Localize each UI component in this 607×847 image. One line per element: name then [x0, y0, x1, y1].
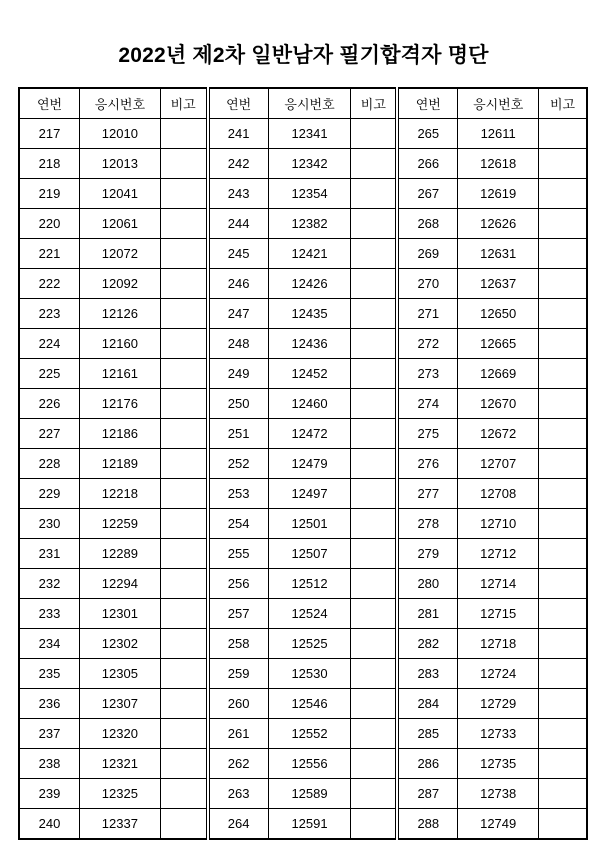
- serial-number-cell: 225: [19, 359, 80, 389]
- remarks-cell: [539, 749, 587, 779]
- serial-number-cell: 227: [19, 419, 80, 449]
- exam-number-cell: 12611: [458, 119, 539, 149]
- remarks-cell: [160, 239, 207, 269]
- remarks-cell: [351, 449, 397, 479]
- serial-number-cell: 278: [397, 509, 458, 539]
- table-row: [19, 629, 587, 659]
- remarks-cell: [160, 119, 207, 149]
- remarks-cell: [539, 179, 587, 209]
- remarks-cell: [351, 689, 397, 719]
- serial-number-cell: 261: [208, 719, 269, 749]
- serial-number-cell: 221: [19, 239, 80, 269]
- exam-number-cell: 12707: [458, 449, 539, 479]
- serial-number-cell: 262: [208, 749, 269, 779]
- exam-number-cell: 12325: [80, 779, 161, 809]
- serial-number-cell: 249: [208, 359, 269, 389]
- exam-number-cell: 12092: [80, 269, 161, 299]
- serial-number-cell: 269: [397, 239, 458, 269]
- exam-number-cell: 12718: [458, 629, 539, 659]
- exam-number-cell: 12724: [458, 659, 539, 689]
- serial-number-cell: 246: [208, 269, 269, 299]
- table-row: [19, 269, 587, 299]
- remarks-cell: [160, 359, 207, 389]
- exam-number-cell: 12452: [268, 359, 351, 389]
- header-exam-number: 응시번호: [458, 88, 539, 119]
- exam-number-cell: 12619: [458, 179, 539, 209]
- serial-number-cell: 233: [19, 599, 80, 629]
- exam-number-cell: 12013: [80, 149, 161, 179]
- serial-number-cell: 243: [208, 179, 269, 209]
- exam-number-cell: 12302: [80, 629, 161, 659]
- serial-number-cell: 226: [19, 389, 80, 419]
- table-row: [19, 809, 587, 840]
- exam-number-cell: 12715: [458, 599, 539, 629]
- remarks-cell: [160, 329, 207, 359]
- header-serial-number: 연번: [208, 88, 269, 119]
- exam-number-cell: 12670: [458, 389, 539, 419]
- table-row: [19, 449, 587, 479]
- header-exam-number: 응시번호: [80, 88, 161, 119]
- table-row: [19, 359, 587, 389]
- table-body: [19, 119, 587, 840]
- table-row: [19, 119, 587, 149]
- exam-number-cell: 12307: [80, 689, 161, 719]
- header-remarks: 비고: [351, 88, 397, 119]
- exam-number-cell: 12061: [80, 209, 161, 239]
- serial-number-cell: 220: [19, 209, 80, 239]
- remarks-cell: [160, 659, 207, 689]
- table-row: [19, 509, 587, 539]
- remarks-cell: [351, 389, 397, 419]
- serial-number-cell: 258: [208, 629, 269, 659]
- serial-number-cell: 283: [397, 659, 458, 689]
- exam-number-cell: 12320: [80, 719, 161, 749]
- serial-number-cell: 274: [397, 389, 458, 419]
- exam-number-cell: 12729: [458, 689, 539, 719]
- exam-number-cell: 12524: [268, 599, 351, 629]
- exam-number-cell: 12637: [458, 269, 539, 299]
- serial-number-cell: 272: [397, 329, 458, 359]
- table-row: [19, 329, 587, 359]
- exam-number-cell: 12337: [80, 809, 161, 840]
- table-row: [19, 599, 587, 629]
- serial-number-cell: 285: [397, 719, 458, 749]
- serial-number-cell: 245: [208, 239, 269, 269]
- remarks-cell: [539, 569, 587, 599]
- exam-number-cell: 12305: [80, 659, 161, 689]
- table-row: [19, 719, 587, 749]
- serial-number-cell: 241: [208, 119, 269, 149]
- exam-number-cell: 12556: [268, 749, 351, 779]
- exam-number-cell: 12342: [268, 149, 351, 179]
- remarks-cell: [539, 779, 587, 809]
- remarks-cell: [351, 539, 397, 569]
- remarks-cell: [160, 599, 207, 629]
- remarks-cell: [351, 299, 397, 329]
- serial-number-cell: 254: [208, 509, 269, 539]
- remarks-cell: [539, 809, 587, 840]
- serial-number-cell: 218: [19, 149, 80, 179]
- remarks-cell: [351, 359, 397, 389]
- exam-number-cell: 12552: [268, 719, 351, 749]
- remarks-cell: [539, 539, 587, 569]
- exam-number-cell: 12289: [80, 539, 161, 569]
- remarks-cell: [160, 569, 207, 599]
- table-row: [19, 419, 587, 449]
- remarks-cell: [351, 659, 397, 689]
- remarks-cell: [160, 449, 207, 479]
- exam-number-cell: 12708: [458, 479, 539, 509]
- header-serial-number: 연번: [397, 88, 458, 119]
- serial-number-cell: 240: [19, 809, 80, 840]
- serial-number-cell: 229: [19, 479, 80, 509]
- serial-number-cell: 286: [397, 749, 458, 779]
- table-row: [19, 749, 587, 779]
- serial-number-cell: 228: [19, 449, 80, 479]
- remarks-cell: [539, 149, 587, 179]
- serial-number-cell: 280: [397, 569, 458, 599]
- serial-number-cell: 277: [397, 479, 458, 509]
- exam-number-cell: 12436: [268, 329, 351, 359]
- pass-list-table: [18, 87, 588, 840]
- remarks-cell: [351, 179, 397, 209]
- serial-number-cell: 248: [208, 329, 269, 359]
- serial-number-cell: 255: [208, 539, 269, 569]
- remarks-cell: [351, 779, 397, 809]
- remarks-cell: [351, 239, 397, 269]
- exam-number-cell: 12186: [80, 419, 161, 449]
- header-remarks: 비고: [539, 88, 587, 119]
- exam-number-cell: 12714: [458, 569, 539, 599]
- serial-number-cell: 270: [397, 269, 458, 299]
- remarks-cell: [160, 269, 207, 299]
- header-exam-number: 응시번호: [268, 88, 351, 119]
- serial-number-cell: 239: [19, 779, 80, 809]
- exam-number-cell: 12460: [268, 389, 351, 419]
- exam-number-cell: 12530: [268, 659, 351, 689]
- remarks-cell: [539, 359, 587, 389]
- exam-number-cell: 12497: [268, 479, 351, 509]
- serial-number-cell: 268: [397, 209, 458, 239]
- serial-number-cell: 288: [397, 809, 458, 840]
- exam-number-cell: 12650: [458, 299, 539, 329]
- remarks-cell: [539, 599, 587, 629]
- serial-number-cell: 260: [208, 689, 269, 719]
- exam-number-cell: 12672: [458, 419, 539, 449]
- exam-number-cell: 12479: [268, 449, 351, 479]
- exam-number-cell: 12072: [80, 239, 161, 269]
- serial-number-cell: 230: [19, 509, 80, 539]
- serial-number-cell: 273: [397, 359, 458, 389]
- exam-number-cell: 12733: [458, 719, 539, 749]
- remarks-cell: [351, 269, 397, 299]
- exam-number-cell: 12507: [268, 539, 351, 569]
- serial-number-cell: 238: [19, 749, 80, 779]
- serial-number-cell: 264: [208, 809, 269, 840]
- exam-number-cell: 12591: [268, 809, 351, 840]
- serial-number-cell: 287: [397, 779, 458, 809]
- exam-number-cell: 12294: [80, 569, 161, 599]
- exam-number-cell: 12665: [458, 329, 539, 359]
- header-serial-number: 연번: [19, 88, 80, 119]
- exam-number-cell: 12710: [458, 509, 539, 539]
- table-row: [19, 569, 587, 599]
- remarks-cell: [539, 479, 587, 509]
- serial-number-cell: 281: [397, 599, 458, 629]
- table-row: [19, 779, 587, 809]
- table-row: [19, 209, 587, 239]
- exam-number-cell: 12735: [458, 749, 539, 779]
- remarks-cell: [539, 659, 587, 689]
- exam-number-cell: 12301: [80, 599, 161, 629]
- remarks-cell: [539, 449, 587, 479]
- serial-number-cell: 231: [19, 539, 80, 569]
- table-row: [19, 149, 587, 179]
- exam-number-cell: 12472: [268, 419, 351, 449]
- remarks-cell: [160, 749, 207, 779]
- serial-number-cell: 242: [208, 149, 269, 179]
- remarks-cell: [539, 119, 587, 149]
- remarks-cell: [351, 419, 397, 449]
- exam-number-cell: 12512: [268, 569, 351, 599]
- serial-number-cell: 266: [397, 149, 458, 179]
- serial-number-cell: 217: [19, 119, 80, 149]
- serial-number-cell: 224: [19, 329, 80, 359]
- remarks-cell: [160, 809, 207, 840]
- remarks-cell: [539, 209, 587, 239]
- exam-number-cell: 12341: [268, 119, 351, 149]
- remarks-cell: [351, 599, 397, 629]
- exam-number-cell: 12435: [268, 299, 351, 329]
- remarks-cell: [351, 809, 397, 840]
- exam-number-cell: 12160: [80, 329, 161, 359]
- table-row: [19, 689, 587, 719]
- remarks-cell: [539, 719, 587, 749]
- serial-number-cell: 252: [208, 449, 269, 479]
- remarks-cell: [539, 509, 587, 539]
- serial-number-cell: 275: [397, 419, 458, 449]
- table-row: [19, 239, 587, 269]
- remarks-cell: [160, 209, 207, 239]
- remarks-cell: [351, 479, 397, 509]
- serial-number-cell: 253: [208, 479, 269, 509]
- exam-number-cell: 12738: [458, 779, 539, 809]
- table-row: [19, 539, 587, 569]
- exam-number-cell: 12189: [80, 449, 161, 479]
- table-row: [19, 179, 587, 209]
- serial-number-cell: 244: [208, 209, 269, 239]
- exam-number-cell: 12161: [80, 359, 161, 389]
- remarks-cell: [539, 299, 587, 329]
- remarks-cell: [351, 209, 397, 239]
- remarks-cell: [351, 329, 397, 359]
- remarks-cell: [160, 389, 207, 419]
- serial-number-cell: 219: [19, 179, 80, 209]
- remarks-cell: [160, 149, 207, 179]
- serial-number-cell: 259: [208, 659, 269, 689]
- serial-number-cell: 257: [208, 599, 269, 629]
- serial-number-cell: 265: [397, 119, 458, 149]
- table-row: [19, 479, 587, 509]
- header-remarks: 비고: [160, 88, 207, 119]
- exam-number-cell: 12525: [268, 629, 351, 659]
- remarks-cell: [539, 419, 587, 449]
- remarks-cell: [351, 119, 397, 149]
- remarks-cell: [539, 689, 587, 719]
- serial-number-cell: 236: [19, 689, 80, 719]
- table-row: [19, 659, 587, 689]
- remarks-cell: [351, 149, 397, 179]
- exam-number-cell: 12126: [80, 299, 161, 329]
- serial-number-cell: 223: [19, 299, 80, 329]
- exam-number-cell: 12421: [268, 239, 351, 269]
- serial-number-cell: 237: [19, 719, 80, 749]
- serial-number-cell: 250: [208, 389, 269, 419]
- remarks-cell: [160, 509, 207, 539]
- remarks-cell: [539, 269, 587, 299]
- exam-number-cell: 12259: [80, 509, 161, 539]
- exam-number-cell: 12382: [268, 209, 351, 239]
- exam-number-cell: 12631: [458, 239, 539, 269]
- remarks-cell: [160, 539, 207, 569]
- exam-number-cell: 12321: [80, 749, 161, 779]
- serial-number-cell: 232: [19, 569, 80, 599]
- exam-number-cell: 12749: [458, 809, 539, 840]
- exam-number-cell: 12546: [268, 689, 351, 719]
- serial-number-cell: 247: [208, 299, 269, 329]
- exam-number-cell: 12626: [458, 209, 539, 239]
- remarks-cell: [351, 749, 397, 779]
- serial-number-cell: 271: [397, 299, 458, 329]
- serial-number-cell: 284: [397, 689, 458, 719]
- remarks-cell: [160, 419, 207, 449]
- exam-number-cell: 12354: [268, 179, 351, 209]
- serial-number-cell: 251: [208, 419, 269, 449]
- remarks-cell: [160, 299, 207, 329]
- remarks-cell: [539, 389, 587, 419]
- serial-number-cell: 222: [19, 269, 80, 299]
- remarks-cell: [160, 629, 207, 659]
- table-row: [19, 299, 587, 329]
- exam-number-cell: 12589: [268, 779, 351, 809]
- serial-number-cell: 234: [19, 629, 80, 659]
- remarks-cell: [351, 569, 397, 599]
- exam-number-cell: 12218: [80, 479, 161, 509]
- exam-number-cell: 12426: [268, 269, 351, 299]
- remarks-cell: [160, 779, 207, 809]
- serial-number-cell: 279: [397, 539, 458, 569]
- header-row: [19, 88, 587, 119]
- exam-number-cell: 12041: [80, 179, 161, 209]
- table-row: [19, 389, 587, 419]
- serial-number-cell: 235: [19, 659, 80, 689]
- exam-number-cell: 12176: [80, 389, 161, 419]
- serial-number-cell: 276: [397, 449, 458, 479]
- serial-number-cell: 256: [208, 569, 269, 599]
- remarks-cell: [160, 689, 207, 719]
- page-title: 2022년 제2차 일반남자 필기합격자 명단: [118, 44, 489, 67]
- serial-number-cell: 263: [208, 779, 269, 809]
- remarks-cell: [160, 719, 207, 749]
- remarks-cell: [539, 329, 587, 359]
- remarks-cell: [160, 179, 207, 209]
- exam-number-cell: 12618: [458, 149, 539, 179]
- remarks-cell: [351, 509, 397, 539]
- serial-number-cell: 282: [397, 629, 458, 659]
- exam-number-cell: 12501: [268, 509, 351, 539]
- remarks-cell: [160, 479, 207, 509]
- exam-number-cell: 12669: [458, 359, 539, 389]
- exam-number-cell: 12010: [80, 119, 161, 149]
- remarks-cell: [539, 629, 587, 659]
- serial-number-cell: 267: [397, 179, 458, 209]
- remarks-cell: [351, 719, 397, 749]
- exam-number-cell: 12712: [458, 539, 539, 569]
- remarks-cell: [539, 239, 587, 269]
- remarks-cell: [351, 629, 397, 659]
